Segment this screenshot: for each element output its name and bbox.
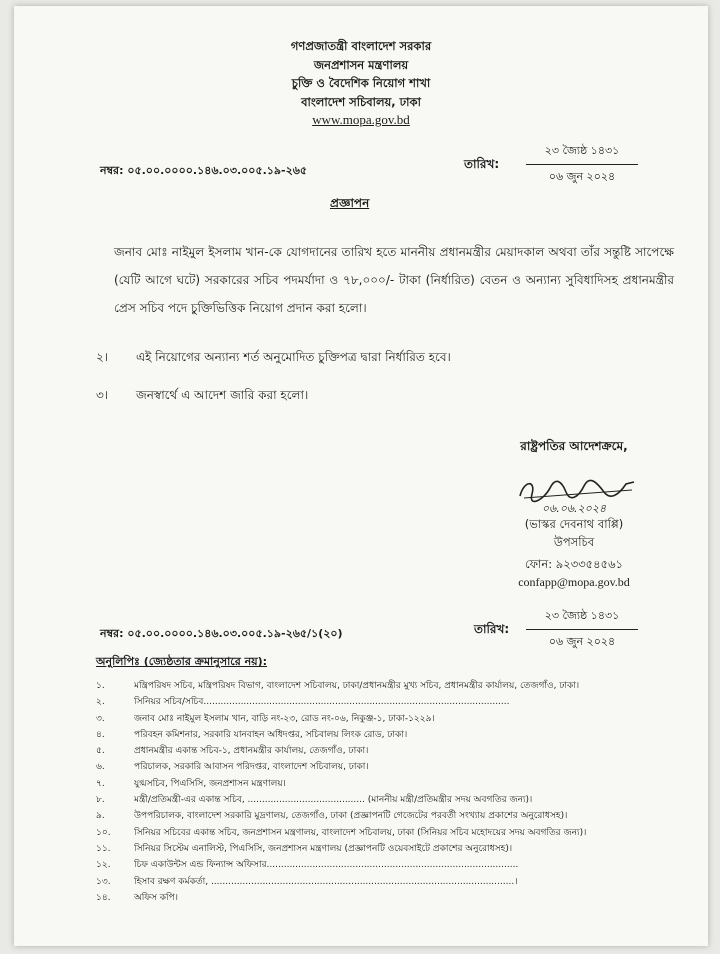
list-item-text: পরিচালক, সরকারি আবাসন পরিদপ্তর, বাংলাদেশ সচিবালয়, ঢাকা।: [134, 762, 369, 773]
list-item: [96, 694, 676, 710]
date-bangla: ২৩ জ্যৈষ্ঠ ১৪৩১: [544, 144, 620, 157]
list-item: [96, 759, 676, 775]
item-2-text: এই নিয়োগের অন্যান্য শর্ত অনুমোদিত চুক্তিপত্র দ্বারা নির্ধারিত হবে।: [136, 350, 451, 364]
list-item-text: সিনিয়র সচিবের একান্ত সচিব, জনপ্রশাসন মন্ত্রণালয়, বাংলাদেশ সচিবালয়, ঢাকা (সিনিয়র সচিব মহোদয়ের সদয় অবগতির জন্য)।: [134, 827, 587, 838]
list-item: [96, 711, 676, 727]
date-label: তারিখ:: [464, 157, 500, 171]
list-item-text: উপপরিচালক, বাংলাদেশ সরকারি মুদ্রণালয়, তেজগাঁও, ঢাকা (প্রজ্ঞাপনটি গেজেটের পরবর্তী সংখ্যায় প্রকাশের অনুরোধসহ)।: [134, 811, 568, 822]
list-item-number: ৮.: [96, 795, 105, 806]
notification-title: প্রজ্ঞাপন: [330, 196, 370, 210]
memo2-date-english: ০৬ জুন ২০২৪: [548, 635, 616, 648]
date-block: [526, 142, 638, 187]
date-divider: [526, 164, 638, 165]
memo2-date-bangla: ২৩ জ্যৈষ্ঠ ১৪৩১: [544, 609, 620, 622]
list-item: [96, 678, 676, 694]
signatory-email-link[interactable]: confapp@mopa.gov.bd: [518, 575, 630, 589]
item-3-number: ৩।: [96, 388, 109, 402]
list-item-text: প্রধানমন্ত্রীর একান্ত সচিব-১, প্রধানমন্ত্রীর কার্যালয়, তেজগাঁও, ঢাকা।: [134, 746, 369, 757]
header-government: গণপ্রজাতন্ত্রী বাংলাদেশ সরকার: [290, 39, 432, 53]
date-english: ০৬ জুন ২০২৪: [548, 170, 616, 183]
list-item-text: পরিবহন কমিশনার, সরকারি যানবাহন অধিদপ্তর, সচিবালয় লিংক রোড, ঢাকা।: [134, 729, 408, 740]
list-item: [96, 792, 676, 808]
list-item: [96, 874, 676, 890]
list-item: [96, 776, 676, 792]
list-item-number: ৩.: [96, 713, 105, 724]
presidential-order-line: রাষ্ট্রপতির আদেশক্রমে,: [520, 439, 628, 453]
list-item-number: ৯.: [96, 811, 105, 822]
list-item: [96, 727, 676, 743]
list-item-number: ৭.: [96, 778, 105, 789]
document-page: [14, 6, 708, 946]
signatory-designation: উপসচিব: [553, 535, 595, 549]
list-item-text: মন্ত্রী/প্রতিমন্ত্রী-এর একান্ত সচিব, ......................................... (মাননীয় মন্ত্রী/প্রতিমন্ত্রীর সদয় অবগতির জন্য)।: [134, 795, 533, 806]
list-item-number: ৪.: [96, 729, 105, 740]
list-item-number: ২.: [96, 697, 105, 708]
signatory-phone: ফোন: ৯২৩৩৫৪৫৬১: [524, 557, 624, 571]
list-item-text: অফিস কপি।: [134, 892, 178, 903]
copies-list: [96, 678, 676, 906]
item-2-number: ২।: [96, 350, 109, 364]
list-item-number: ১১.: [96, 843, 111, 854]
list-item-text: জনাব মোঃ নাইমুল ইসলাম খান, বাড়ি নং-২৩, রোড নং-০৬, নিকুঞ্জ-১, ঢাকা-১২২৯।: [134, 713, 435, 724]
list-item-number: ১৪.: [96, 892, 111, 903]
memo2-date-divider: [526, 629, 638, 630]
header-website-link[interactable]: www.mopa.gov.bd: [312, 112, 410, 127]
list-item: [96, 808, 676, 824]
list-item-number: ১২.: [96, 860, 111, 871]
list-item: [96, 743, 676, 759]
header-address: বাংলাদেশ সচিবালয়, ঢাকা: [301, 95, 421, 109]
list-item: [96, 841, 676, 857]
list-item-number: ৬.: [96, 762, 105, 773]
list-item-text: হিসাব রক্ষণ কর্মকর্তা, ..........................................................................................................।: [134, 876, 518, 887]
list-item-text: মন্ত্রিপরিষদ সচিব, মন্ত্রিপরিষদ বিভাগ, বাংলাদেশ সচিবালয়, ঢাকা/প্রধানমন্ত্রীর মুখ্য সচিব, প্রধানমন্ত্রীর কার্যালয়, তেজগাঁও, ঢাকা।: [134, 681, 580, 691]
list-item-text: যুগ্মসচিব, পিএসিসি, জনপ্রশাসন মন্ত্রণালয়।: [134, 778, 286, 789]
list-item: [96, 857, 676, 873]
copies-heading: অনুলিপিঃ (জ্যেষ্ঠতার ক্রমানুসারে নয়):: [96, 655, 268, 668]
list-item-text: সিনিয়র সচিব/সচিব...........................................................................................................: [134, 697, 510, 708]
list-item-number: ১.: [96, 681, 105, 691]
item-3-text: জনস্বার্থে এ আদেশ জারি করা হলো।: [136, 388, 309, 402]
header-section: চুক্তি ও বৈদেশিক নিয়োগ শাখা: [291, 76, 431, 90]
memo-number: নম্বর: ০৫.০০.০০০০.১৪৬.০৩.০০৫.১৯-২৬৫: [100, 164, 308, 177]
main-paragraph: জনাব মোঃ নাইমুল ইসলাম খান-কে যোগদানের তারিখ হতে মাননীয় প্রধানমন্ত্রীর মেয়াদকাল অথবা তাঁর সন্তুষ্টি সাপেক্ষে (যেটি আগে ঘটে) সরকারের সচিব পদমর্যাদা ও ৭৮,০০০/- টাকা (নির্ধারিত) বেতন ও অন্যান্য সুবিধাদিসহ প্রধানমন্ত্রীর প্রেস সচিব পদে চুক্তিভিত্তিক নিয়োগ প্রদান করা হলো।: [114, 245, 674, 315]
signatory-name: (ভাস্কর দেবনাথ বাপ্পি): [524, 517, 624, 531]
list-item-text: সিনিয়র সিস্টেম এনালিস্ট, পিএসিসি, জনপ্রশাসন মন্ত্রণালয় (প্রজ্ঞাপনটি ওয়েবসাইটে প্রকাশের অনুরোধসহ)।: [134, 843, 513, 854]
list-item-text: চিফ একাউন্টস এন্ড ফিন্যান্স অফিসার........................................................................................: [134, 860, 519, 871]
list-item: [96, 890, 676, 906]
header-ministry: জনপ্রশাসন মন্ত্রণালয়: [313, 58, 409, 72]
handwritten-date: ০৬.০৬.২০২৪: [541, 502, 607, 515]
memo2-date-block: [526, 607, 638, 652]
list-item-number: ১০.: [96, 827, 111, 838]
memo2-date-label: তারিখ:: [474, 622, 510, 636]
memo2-number: নম্বর: ০৫.০০.০০০০.১৪৬.০৩.০০৫.১৯-২৬৫/১(২০): [100, 627, 343, 640]
list-item-number: ১৩.: [96, 876, 111, 887]
list-item: [96, 825, 676, 841]
list-item-number: ৫.: [96, 746, 105, 757]
